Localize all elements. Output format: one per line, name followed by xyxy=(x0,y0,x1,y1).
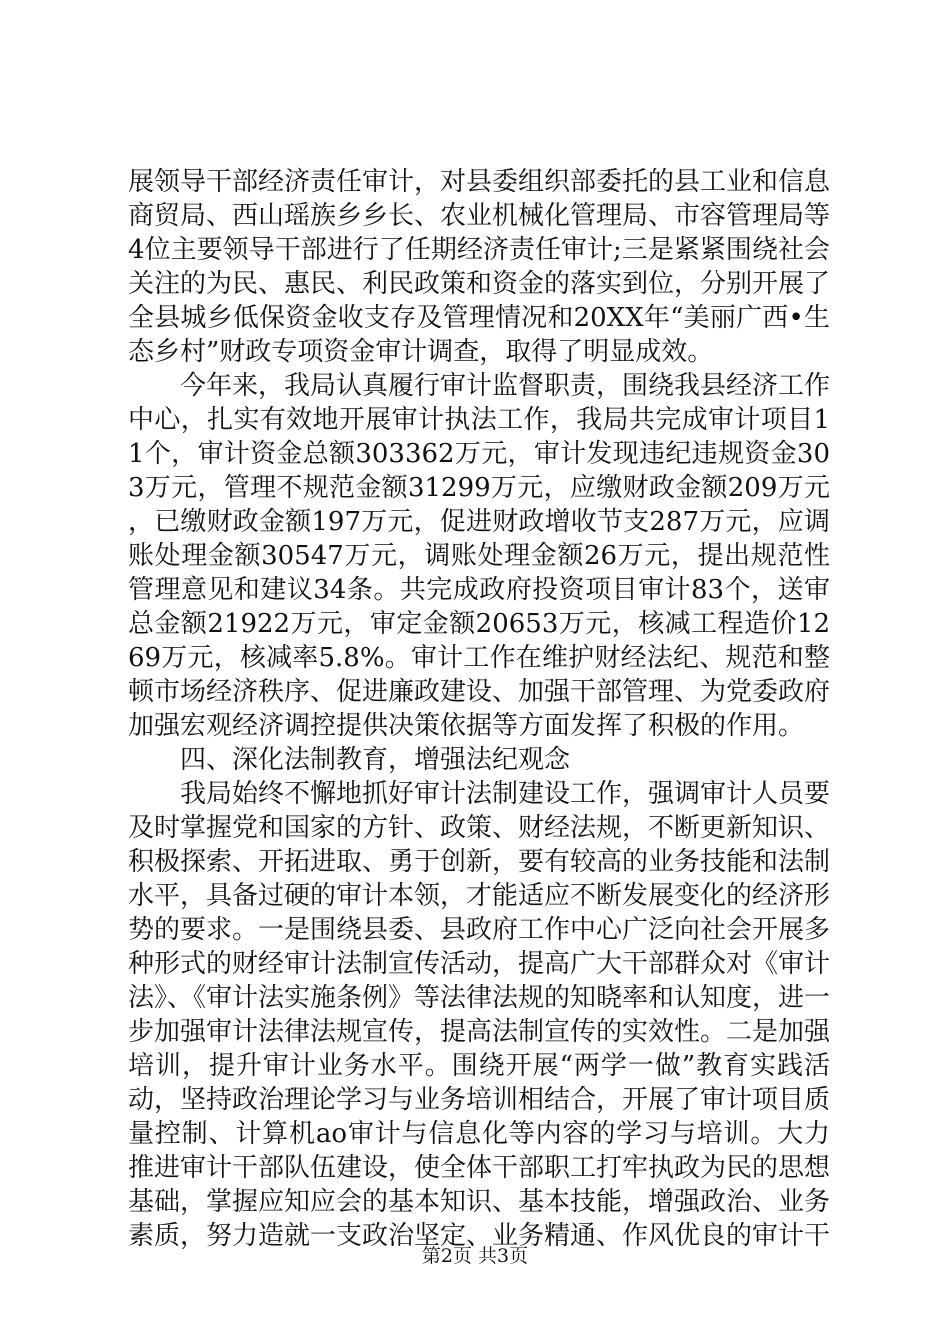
document-body xyxy=(128,165,830,1253)
page-number: 第2页 共3页 xyxy=(421,1245,529,1267)
paragraph-audit-summary: 今年来，我局认真履行审计监督职责，围绕我县经济工作中心，扎实有效地开展审计执法工作，我局共完成审计项目11个，审计资金总额303362万元，审计发现违纪违规资金303万元，管理不规范金额31299万元，应缴财政金额209万元，已缴财政金额197万元，促进财政增收节支287万元，应调账处理金额30547万元，调账处理金额26万元，提出规范性管理意见和建议34条。共完成政府投资项目审计83个，送审总金额21922万元，审定金额20653万元，核减工程造价1269万元，核减率5.8%。审计工作在维护财经法纪、规范和整顿市场经济秩序、促进廉政建设、加强干部管理、为党委政府加强宏观经济调控提供决策依据等方面发挥了积极的作用。 xyxy=(128,371,831,741)
paragraph-legal-education: 我局始终不懈地抓好审计法制建设工作，强调审计人员要及时掌握党和国家的方针、政策、财经法规，不断更新知识、积极探索、开拓进取、勇于创新，要有较高的业务技能和法制水平，具备过硬的审计本领，才能适应不断发展变化的经济形势的要求。一是围绕县委、县政府工作中心广泛向社会开展多种形式的财经审计法制宣传活动，提高广大干部群众对《审计法》、《审计法实施条例》等法律法规的知晓率和认知度，进一步加强审计法律法规宣传，提高法制宣传的实效性。二是加强培训，提升审计业务水平。围绕开展“两学一做”教育实践活动，坚持政治理论学习与业务培训相结合，开展了审计项目质量控制、计算机ao审计与信息化等内容的学习与培训。大力推进审计干部队伍建设，使全体干部职工打牢执政为民的思想基础，掌握应知应会的基本知识、基本技能，增强政治、业务素质，努力造就一支政治坚定、业务精通、作风优良的审计干 xyxy=(128,779,831,1251)
paragraph-continuation: 展领导干部经济责任审计，对县委组织部委托的县工业和信息商贸局、西山瑶族乡乡长、农业机械化管理局、市容管理局等4位主要领导干部进行了任期经济责任审计;三是紧紧围绕社会关注的为民、惠民、利民政策和资金的落实到位，分别开展了全县城乡低保资金收支存及管理情况和20XX年“美丽广西•生态乡村”财政专项资金审计调查，取得了明显成效。 xyxy=(128,167,831,367)
section-heading-legal-education: 四、深化法制教育，增强法纪观念 xyxy=(180,745,571,775)
